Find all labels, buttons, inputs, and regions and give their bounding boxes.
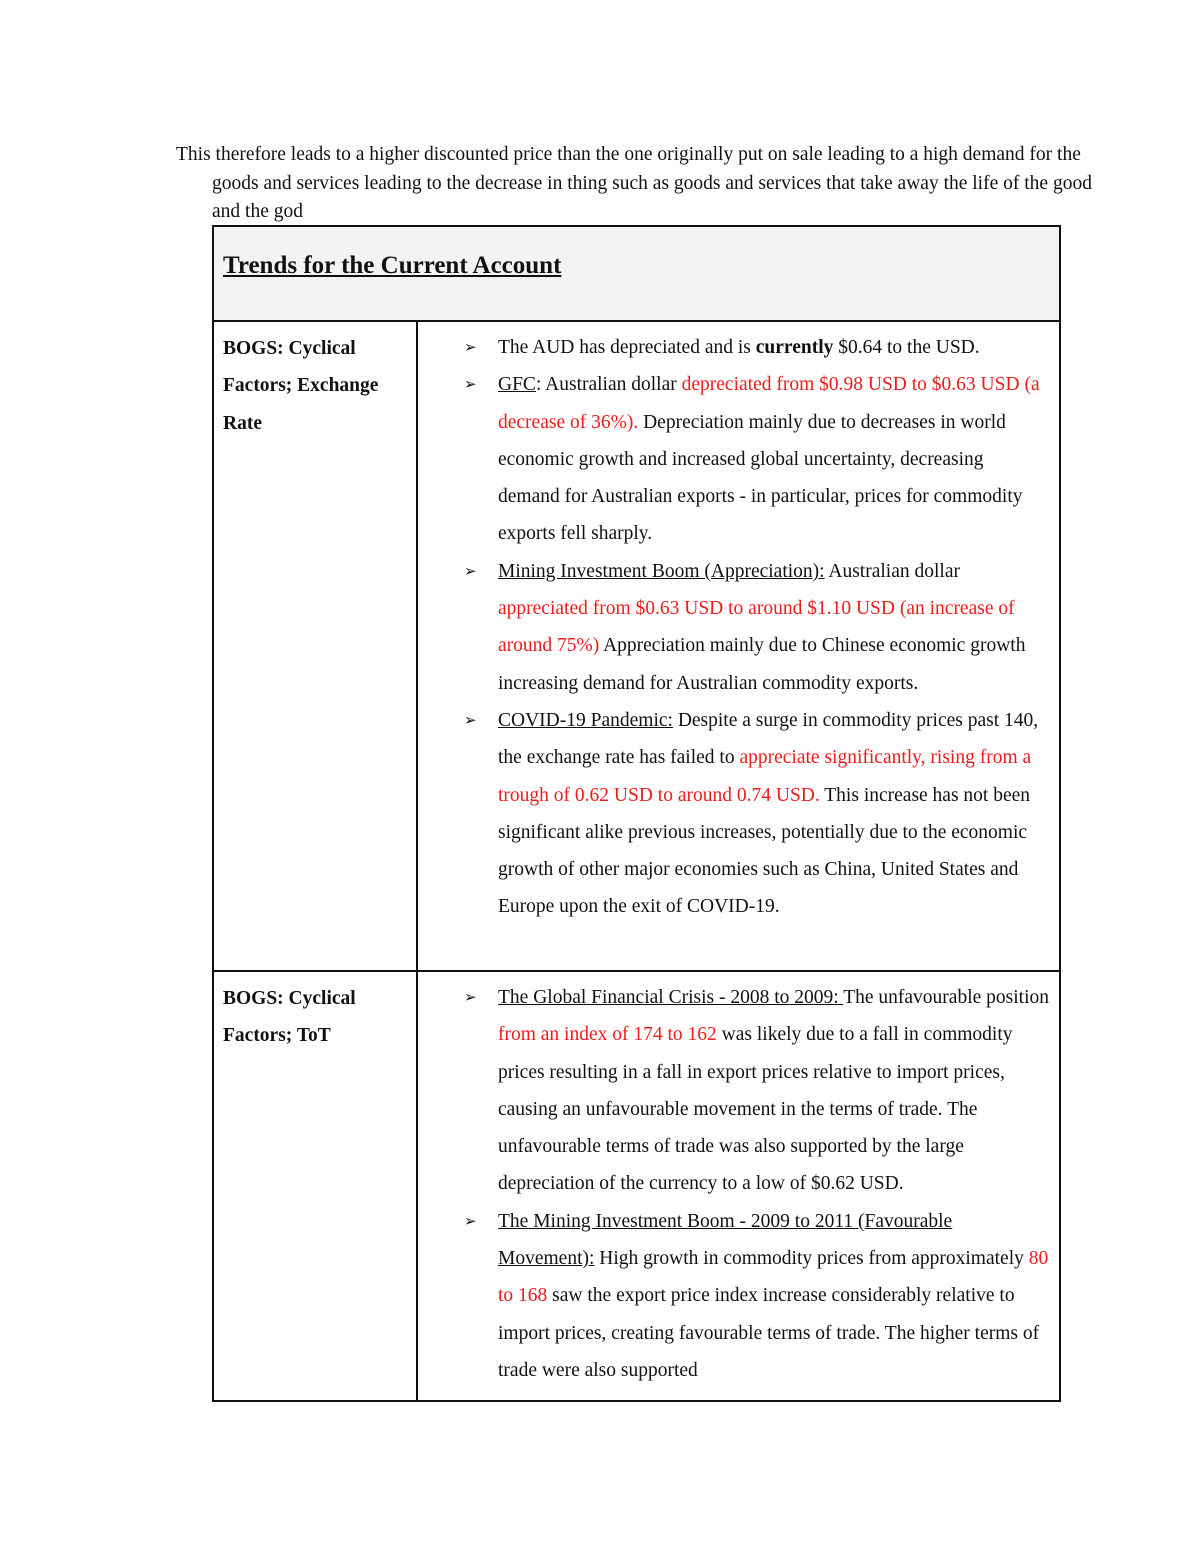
table-header-cell [213, 226, 1060, 321]
row-content-cell [417, 971, 1060, 1401]
bullet-covid: ➢ COVID-19 Pandemic: Despite a surge in commodity prices past 140, the exchange rate has failed to appreciate significantly, rising from a trough of 0.62 USD to around 0.74 USD. This increase has not been significant alike previous increases, potentially due to the economic growth of other major economies such as China, United States and Europe upon the exit of COVID-19. [498, 702, 1049, 926]
intro-paragraph: This therefore leads to a higher discounted price than the one originally put on sale leading to a high demand for the goods and services leading to the decrease in thing such as goods and services that take away the life of the good and the god [176, 144, 1092, 222]
arrow-bullet-icon: ➢ [464, 988, 477, 1006]
arrow-bullet-icon: ➢ [464, 338, 477, 356]
bullet-list [418, 972, 1059, 1396]
arrow-bullet-icon: ➢ [464, 561, 477, 580]
row-label-cell [213, 971, 417, 1401]
arrow-bullet-icon: ➢ [464, 710, 477, 729]
bullet-list [418, 322, 1059, 933]
current-account-table [212, 225, 1061, 1402]
table-row [213, 971, 1060, 1401]
bullet-aud-current: ➢ The AUD has depreciated and is currently $0.64 to the USD. [498, 329, 1049, 366]
bullet-mining-boom: ➢ Mining Investment Boom (Appreciation): Australian dollar appreciated from $0.63 USD to around $1.10 USD (an increase of around 75%) Appreciation mainly due to Chinese economic growth increasing demand for Australian commodity exports. [498, 553, 1049, 702]
table-title: Trends for the Current Account [223, 252, 562, 279]
row-label-cell [213, 321, 417, 971]
table-row [213, 321, 1060, 971]
row-label-tot: BOGS: Cyclical Factors; ToT [223, 988, 356, 1047]
arrow-bullet-icon: ➢ [464, 1211, 477, 1230]
bullet-mining-boom-tot: ➢ The Mining Investment Boom - 2009 to 2011 (Favourable Movement): High growth in commodity prices from approximately 80 to 168 saw the export price index increase considerably relative to import prices, creating favourable terms of trade. The higher terms of trade were also supported [498, 1203, 1049, 1389]
row-label-exchange-rate: BOGS: Cyclical Factors; Exchange Rate [223, 338, 379, 434]
row-content-cell [417, 321, 1060, 971]
arrow-bullet-icon: ➢ [464, 375, 477, 394]
bullet-gfc: ➢ GFC: Australian dollar depreciated from $0.98 USD to $0.63 USD (a decrease of 36%). Depreciation mainly due to decreases in world economic growth and increased global uncertainty, decreasing demand for Australian exports - in particular, prices for commodity exports fell sharply. [498, 366, 1049, 552]
bullet-gfc-tot: ➢ The Global Financial Crisis - 2008 to 2009: The unfavourable position from an index of 174 to 162 was likely due to a fall in commodity prices resulting in a fall in export prices relative to import prices, causing an unfavourable movement in the terms of trade. The unfavourable terms of trade was also supported by the large depreciation of the currency to a low of $0.62 USD. [498, 979, 1049, 1203]
